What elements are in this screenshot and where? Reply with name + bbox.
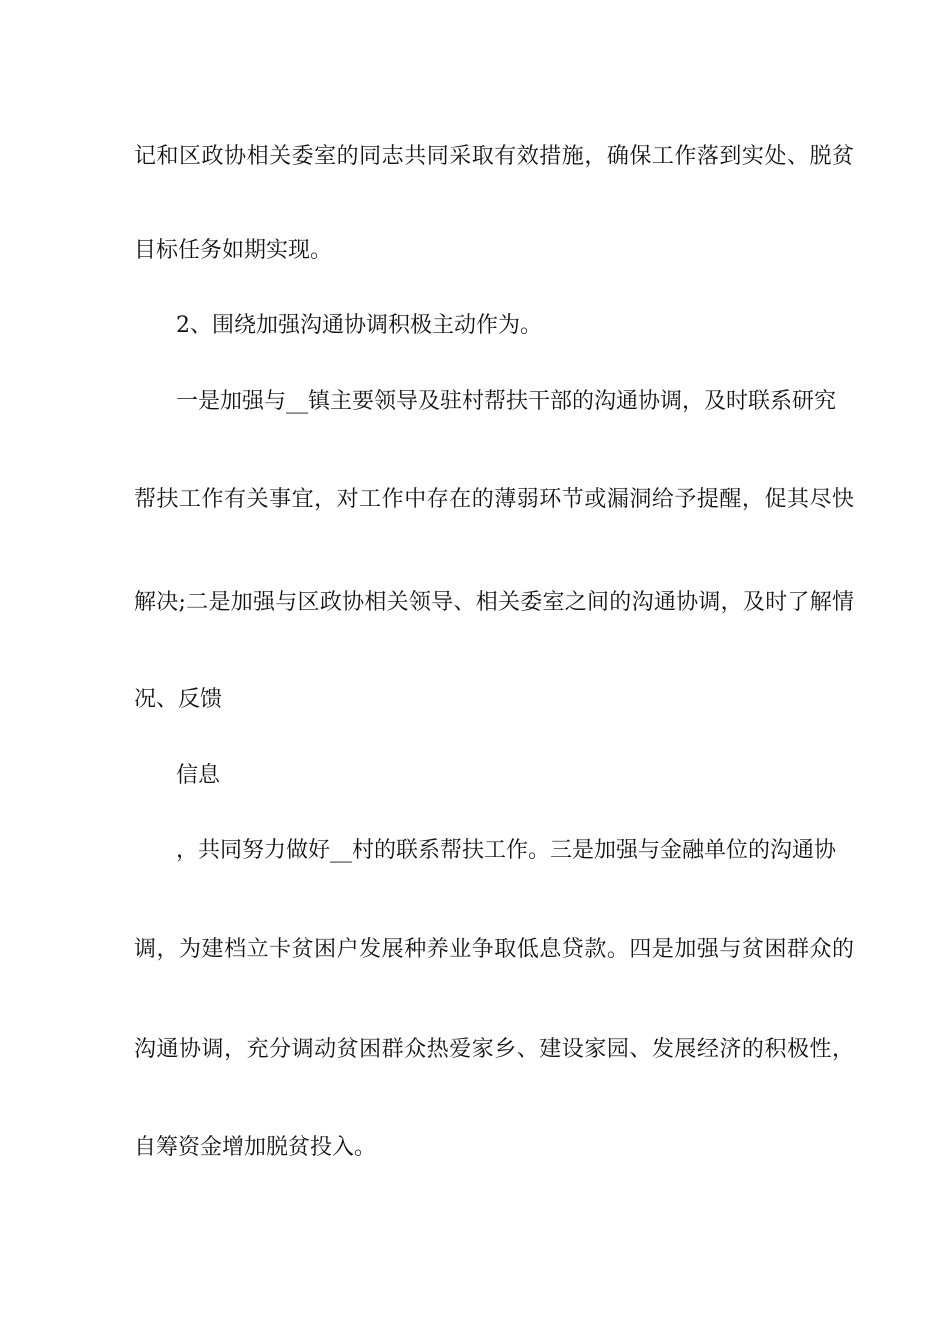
text-line: 解决;二是加强与区政协相关领导、相关委室之间的沟通协调，及时了解情	[134, 590, 854, 615]
text-line: 帮扶工作有关事宜，对工作中存在的薄弱环节或漏洞给予提醒，促其尽快	[134, 487, 854, 512]
text-line: 一是加强与__镇主要领导及驻村帮扶干部的沟通协调，及时联系研究	[176, 389, 837, 414]
text-line: 自筹资金增加脱贫投入。	[134, 1135, 377, 1160]
text-line: 记和区政协相关委室的同志共同采取有效措施，确保工作落到实处、脱贫	[134, 144, 854, 169]
text-line: ，共同努力做好__村的联系帮扶工作。三是加强与金融单位的沟通协	[176, 838, 837, 863]
text-line: 目标任务如期实现。	[134, 238, 333, 263]
text-line: 沟通协调，充分调动贫困群众热爱家乡、建设家园、发展经济的积极性，	[134, 1037, 854, 1062]
text-line: 况、反馈	[134, 687, 223, 712]
paragraph-heading: 2、围绕加强沟通协调积极主动作为。	[176, 313, 542, 338]
text-line: 信息	[176, 763, 221, 788]
text-line: 调，为建档立卡贫困户发展种养业争取低息贷款。四是加强与贫困群众的	[134, 937, 854, 962]
